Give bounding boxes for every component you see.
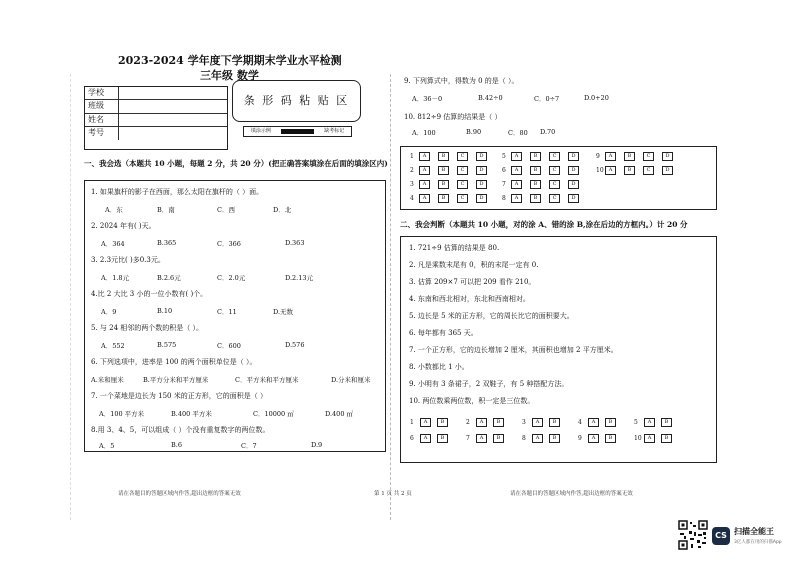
question-6: 6. 下列选项中，进率是 100 的两个面积单位是（ ）。: [91, 358, 257, 366]
choice-answer-group: [596, 166, 681, 175]
answer-bubble[interactable]: D: [568, 194, 579, 203]
answer-bubble[interactable]: A: [532, 418, 543, 427]
answer-number: 9: [578, 435, 582, 442]
option: D.分米和厘米: [331, 376, 371, 384]
answer-bubble[interactable]: B: [530, 194, 541, 203]
answer-bubble[interactable]: C: [643, 152, 654, 161]
qr-code-icon: [678, 520, 708, 550]
option: B.400 平方米: [171, 410, 212, 418]
option: A．9: [101, 308, 117, 316]
option: C．366: [217, 240, 241, 248]
answer-bubble[interactable]: D: [568, 152, 579, 161]
answer-number: 9: [596, 153, 600, 160]
option: C．7: [241, 442, 257, 450]
answer-bubble[interactable]: D: [476, 194, 487, 203]
answer-bubble[interactable]: B: [605, 418, 616, 427]
answer-number: 7: [502, 181, 506, 188]
option: A．100 平方米: [99, 410, 145, 418]
option: C．2.0元: [217, 274, 246, 282]
answer-bubble[interactable]: D: [662, 166, 673, 175]
choice-answer-group: [410, 152, 495, 161]
answer-bubble[interactable]: A: [644, 418, 655, 427]
option: D.363: [285, 239, 305, 247]
question-10: 10. 812÷9 估算的结果是（ ）: [404, 113, 502, 121]
answer-bubble[interactable]: A: [511, 152, 522, 161]
answer-bubble[interactable]: B: [624, 152, 635, 161]
question-1: 1. 如果旗杆的影子在西面，那么太阳在旗杆的（ ）面。: [91, 188, 264, 196]
footer-left-note: 请在各题目的答题区域内作答,超出边框的答案无效: [118, 491, 241, 497]
answer-number: 8: [502, 195, 506, 202]
judge-answer-group: [522, 418, 566, 427]
judge-answer-group: [634, 418, 678, 427]
answer-bubble[interactable]: B: [661, 434, 672, 443]
answer-bubble[interactable]: A: [420, 434, 431, 443]
answer-bubble[interactable]: A: [605, 166, 616, 175]
info-row-school[interactable]: 学校: [85, 87, 227, 100]
judge-answer-group: [410, 434, 454, 443]
option: C．600: [217, 342, 241, 350]
question-7: 7. 一个菜地是边长为 150 米的正方形，它的面积是（ ）: [91, 392, 267, 400]
option: B.10: [157, 307, 173, 315]
info-row-name[interactable]: 姓名: [85, 114, 227, 127]
option: D.0+20: [584, 94, 609, 102]
answer-number: 6: [410, 435, 414, 442]
camscanner-logo-icon: CS: [712, 527, 730, 545]
answer-bubble[interactable]: B: [493, 418, 504, 427]
option: D.70: [540, 128, 556, 136]
option: D.576: [285, 341, 305, 349]
answer-bubble[interactable]: C: [549, 166, 560, 175]
answer-bubble[interactable]: C: [549, 180, 560, 189]
judge-answer-group: [578, 418, 622, 427]
section1-question-box: [84, 180, 386, 452]
seal-line: [70, 74, 71, 520]
option: A．364: [101, 240, 125, 248]
judge-answer-group: [410, 418, 454, 427]
answer-bubble[interactable]: C: [457, 180, 468, 189]
option: A.米和厘米: [91, 376, 124, 384]
answer-number: 2: [410, 167, 414, 174]
answer-bubble[interactable]: D: [662, 152, 673, 161]
judge-item-5: 5. 边长是 5 米的正方形，它的周长比它的面积要大。: [409, 312, 574, 320]
answer-bubble[interactable]: A: [419, 194, 430, 203]
answer-bubble[interactable]: B: [605, 434, 616, 443]
answer-bubble[interactable]: C: [643, 166, 654, 175]
answer-bubble[interactable]: C: [549, 194, 560, 203]
option: B.575: [157, 341, 177, 349]
answer-number: 3: [522, 419, 526, 426]
judge-answer-group: [466, 418, 510, 427]
answer-bubble[interactable]: D: [476, 180, 487, 189]
option: B.365: [157, 239, 177, 247]
choice-answer-group: [596, 152, 681, 161]
answer-bubble[interactable]: A: [511, 166, 522, 175]
answer-bubble[interactable]: A: [588, 434, 599, 443]
answer-number: 3: [410, 181, 414, 188]
choice-answer-group: [502, 166, 587, 175]
answer-bubble[interactable]: D: [568, 166, 579, 175]
answer-number: 7: [466, 435, 470, 442]
section2-question-box: [400, 236, 717, 463]
footer-right-note: 请在各题目的答题区域内作答,超出边框的答案无效: [510, 491, 633, 497]
answer-bubble[interactable]: C: [457, 152, 468, 161]
option: A．1.8元: [101, 274, 130, 282]
option: C．11: [217, 308, 237, 316]
question-4: 4.比 2 大比 3 小的一位小数有( )个。: [91, 290, 208, 298]
answer-bubble[interactable]: B: [493, 434, 504, 443]
option: C．80: [508, 129, 528, 137]
question-2: 2. 2024 年有( )天。: [91, 222, 156, 230]
judge-answer-group: [466, 434, 510, 443]
fill-example: 填涂示例 缺考标记: [243, 126, 352, 137]
choice-answer-group: [410, 180, 495, 189]
answer-bubble[interactable]: B: [530, 152, 541, 161]
barcode-area: 条 形 码 粘 贴 区: [232, 80, 361, 122]
answer-bubble[interactable]: D: [568, 180, 579, 189]
judge-answer-group: [578, 434, 622, 443]
option: C．0÷7: [534, 95, 560, 103]
option: D.400 ㎡: [325, 410, 354, 418]
answer-bubble[interactable]: C: [457, 194, 468, 203]
answer-number: 10: [634, 435, 642, 442]
answer-bubble[interactable]: D: [476, 152, 487, 161]
option: B．南: [157, 206, 175, 214]
option: B.90: [466, 128, 482, 136]
answer-bubble[interactable]: B: [530, 166, 541, 175]
answer-bubble[interactable]: B: [438, 152, 449, 161]
option: A．36－0: [412, 95, 443, 103]
option: D.9: [311, 441, 323, 449]
question-9: 9. 下列算式中，得数为 0 的是（ ）。: [404, 77, 519, 85]
answer-number: 8: [522, 435, 526, 442]
answer-bubble[interactable]: B: [438, 166, 449, 175]
answer-bubble[interactable]: B: [530, 180, 541, 189]
answer-bubble[interactable]: A: [511, 194, 522, 203]
student-info-table: [84, 86, 228, 150]
judge-item-9: 9. 小明有 3 条裙子，2 双鞋子，有 5 种搭配方法。: [409, 380, 569, 388]
answer-bubble[interactable]: A: [588, 418, 599, 427]
exam-title: 2023-2024 学年度下学期期末学业水平检测: [118, 54, 342, 67]
choice-answer-group: [410, 166, 495, 175]
brand-name: 扫描全能王: [734, 527, 774, 536]
answer-bubble[interactable]: A: [419, 166, 430, 175]
brand-tagline: 3亿人都在用的扫描App: [734, 540, 782, 545]
answer-number: 4: [410, 195, 414, 202]
section1-heading: 一、我会选（本题共 10 小题，每题 2 分，共 20 分）(把正确答案填涂在后面的填涂区内): [84, 159, 388, 168]
option: C．西: [217, 206, 235, 214]
answer-bubble[interactable]: A: [476, 434, 487, 443]
answer-bubble[interactable]: C: [457, 166, 468, 175]
fill-example-mark: [281, 129, 315, 134]
answer-bubble[interactable]: D: [476, 166, 487, 175]
choice-answer-group: [502, 180, 587, 189]
judge-item-10: 10. 两位数乘两位数，积一定是三位数。: [409, 397, 535, 405]
question-5: 5. 与 24 相邻的两个数的积是（ ）。: [91, 324, 203, 332]
answer-bubble[interactable]: A: [511, 180, 522, 189]
answer-number: 6: [502, 167, 506, 174]
choice-answer-group: [502, 194, 587, 203]
option: D．北: [273, 206, 292, 214]
answer-bubble[interactable]: A: [605, 152, 616, 161]
answer-bubble[interactable]: B: [661, 418, 672, 427]
option: B.2.6元: [157, 274, 181, 282]
section2-heading: 二、我会判断（本题共 10 小题，对的涂 A、错的涂 B,涂在后边的方框内。）计 20 分: [400, 220, 688, 229]
answer-bubble[interactable]: A: [419, 152, 430, 161]
judge-item-7: 7. 一个正方形，它的边长增加 2 厘米，其面积也增加 2 平方厘米。: [409, 346, 618, 354]
option: C．10000 ㎡: [253, 410, 294, 418]
footer-page-number: 第 1 页 共 2 页: [374, 491, 412, 497]
option: A．东: [105, 206, 123, 214]
question-3: 3. 2.3元比( )多0.3元。: [91, 256, 165, 264]
judge-answer-group: [522, 434, 566, 443]
exam-subtitle: 三年级 数学: [200, 69, 259, 82]
page-divider: [390, 74, 391, 520]
option: A．100: [412, 129, 436, 137]
option: B.42÷0: [478, 94, 503, 102]
answer-bubble[interactable]: C: [549, 152, 560, 161]
answer-bubble[interactable]: A: [420, 418, 431, 427]
judge-item-4: 4. 东南和西北相对，东北和西南相对。: [409, 295, 530, 303]
answer-bubble[interactable]: B: [624, 166, 635, 175]
judge-item-2: 2. 凡是乘数末尾有 0，积的末尾一定有 0.: [409, 261, 539, 269]
answer-bubble[interactable]: A: [476, 418, 487, 427]
option: B.平方分米和平方厘米: [143, 376, 209, 384]
option: A．5: [99, 442, 115, 450]
answer-number: 10: [596, 167, 604, 174]
judge-item-8: 8. 小数都比 1 小。: [409, 363, 469, 371]
judge-answer-group: [634, 434, 678, 443]
question-8: 8.用 3、4、5，可以组成（ ）个没有重复数字的两位数。: [91, 426, 270, 434]
choice-answer-group: [410, 194, 495, 203]
info-row-class[interactable]: 班级: [85, 100, 227, 113]
answer-number: 1: [410, 153, 414, 160]
choice-answer-group: [502, 152, 587, 161]
judge-item-1: 1. 721÷9 估算的结果是 80.: [409, 244, 500, 252]
option: D.2.13元: [285, 274, 314, 282]
answer-bubble[interactable]: B: [549, 434, 560, 443]
answer-bubble[interactable]: B: [437, 434, 448, 443]
option: C．平方米和平方厘米: [235, 376, 299, 384]
answer-bubble[interactable]: B: [438, 180, 449, 189]
answer-number: 5: [502, 153, 506, 160]
answer-bubble[interactable]: A: [532, 434, 543, 443]
answer-bubble[interactable]: A: [419, 180, 430, 189]
answer-bubble[interactable]: A: [644, 434, 655, 443]
answer-bubble[interactable]: B: [437, 418, 448, 427]
option: D.无数: [273, 308, 294, 316]
answer-bubble[interactable]: B: [438, 194, 449, 203]
answer-number: 2: [466, 419, 470, 426]
judge-item-6: 6. 每年都有 365 天。: [409, 329, 478, 337]
answer-bubble[interactable]: B: [549, 418, 560, 427]
option: B.6: [171, 441, 182, 449]
judge-item-3: 3. 估算 209×7 可以把 209 看作 210。: [409, 278, 536, 286]
info-row-id[interactable]: 考号: [85, 127, 227, 139]
answer-number: 4: [578, 419, 582, 426]
answer-number: 1: [410, 419, 414, 426]
option: A．552: [101, 342, 125, 350]
answer-number: 5: [634, 419, 638, 426]
